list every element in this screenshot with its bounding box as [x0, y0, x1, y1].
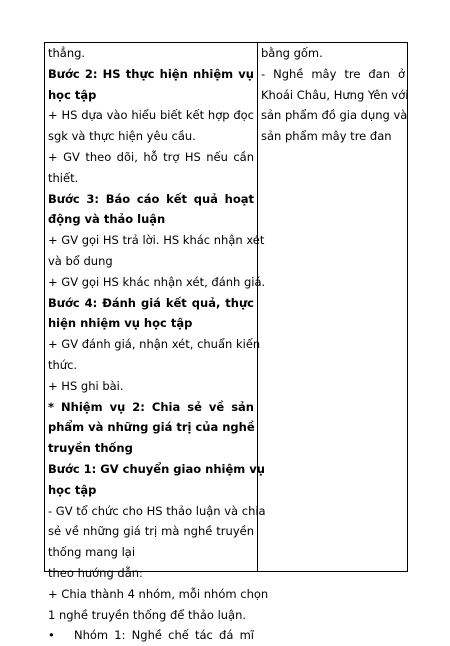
- right_column-text-line: sản phẩm mây tre đan: [261, 129, 392, 144]
- left_column-text-line: Bước 3: Báo cáo kết quả hoạt: [48, 191, 254, 206]
- bullet-icon: •: [48, 628, 55, 643]
- left_column-text-line: phẩm và những giá trị của nghề: [48, 420, 255, 435]
- left_column-text-line: + Chia thành 4 nhóm, mỗi nhóm chọn: [48, 586, 269, 601]
- expected-results-column: [261, 43, 409, 147]
- left_column-text-line: Bước 4: Đánh giá kết quả, thực: [48, 295, 254, 310]
- right_column-text-line: Khoái Châu, Hưng Yên với: [261, 87, 409, 102]
- left_column-text-line: theo hướng dẫn:: [48, 565, 143, 580]
- left_column-text-line: Bước 1: GV chuyển giao nhiệm vụ: [48, 461, 265, 476]
- left_column-text-line: và bổ dung: [48, 253, 113, 268]
- left_column-text-line: + GV gọi HS trả lời. HS khác nhận xét: [48, 233, 265, 248]
- left_column-text-line: * Nhiệm vụ 2: Chia sẻ về sản: [48, 399, 254, 414]
- left_column-text-line: học tập: [48, 87, 97, 102]
- lesson-table: [44, 42, 409, 643]
- right_column-text-line: bằng gốm.: [261, 46, 323, 60]
- column-divider: [257, 43, 258, 571]
- left_column-text-line: sẻ về những giá trị mà nghề truyền: [48, 524, 254, 539]
- left_column-text-line: + GV theo dõi, hỗ trợ HS nếu cần: [48, 149, 254, 164]
- left_column-text-line: thiết.: [48, 170, 79, 185]
- left_column-text-line: thức.: [48, 357, 78, 372]
- left_column-text-line: thống mang lại: [48, 545, 136, 560]
- left_column-text-line: sgk và thực hiện yêu cầu.: [48, 129, 196, 144]
- left_column-text-line: Bước 2: HS thực hiện nhiệm vụ: [48, 66, 254, 81]
- right_column-text-line: - Nghề mây tre đan ở: [261, 66, 405, 81]
- left_column-text-line: thẳng.: [48, 46, 86, 60]
- bullet-item-text: Nhóm 1: Nghề chế tác đá mĩ: [74, 628, 254, 643]
- left_column-text-line: 1 nghề truyền thống để thảo luận.: [48, 607, 247, 622]
- left_column-text-line: + GV đánh giá, nhận xét, chuẩn kiến: [48, 337, 261, 352]
- left_column-text-line: + HS dựa vào hiểu biết kết hợp đọc: [48, 108, 254, 123]
- left_column-text-line: truyền thống: [48, 441, 133, 456]
- left_column-text-line: động và thảo luận: [48, 212, 166, 227]
- left_column-text-line: học tập: [48, 482, 97, 497]
- left_column-text-line: - GV tổ chức cho HS thảo luận và chia: [48, 503, 266, 518]
- teacher-student-activities-column: [48, 43, 269, 646]
- right_column-text-line: sản phẩm đồ gia dụng và: [261, 108, 408, 123]
- left_column-text-line: hiện nhiệm vụ học tập: [48, 316, 193, 331]
- left_column-text-line: + HS ghi bài.: [48, 378, 124, 393]
- left_column-text-line: + GV gọi HS khác nhận xét, đánh giá.: [48, 274, 266, 289]
